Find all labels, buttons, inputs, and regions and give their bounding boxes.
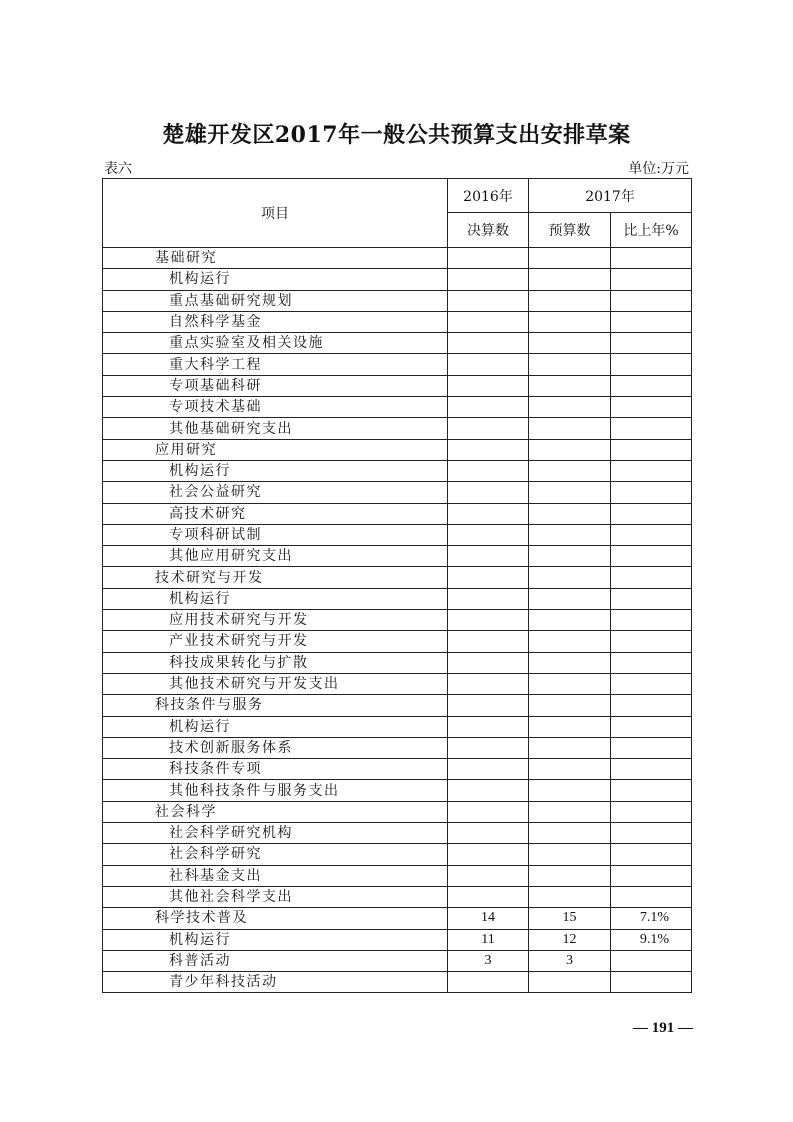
header-year-2017: 2017年	[529, 179, 692, 213]
table-row	[103, 567, 692, 588]
table-row	[103, 950, 692, 971]
row-pct-change: 7.1%	[611, 908, 692, 929]
row-budget-2017	[529, 248, 611, 269]
row-budget-2017	[529, 823, 611, 844]
table-row	[103, 439, 692, 460]
row-budget-2017	[529, 972, 611, 993]
row-pct-change	[611, 844, 692, 865]
row-pct-change	[611, 290, 692, 311]
row-pct-change	[611, 716, 692, 737]
row-pct-change	[611, 397, 692, 418]
row-budget-2017	[529, 631, 611, 652]
unit-label: 单位:万元	[628, 161, 689, 177]
row-item-label: 重点基础研究规划	[103, 290, 448, 311]
row-final-2016	[448, 269, 529, 290]
row-pct-change	[611, 460, 692, 481]
row-final-2016	[448, 652, 529, 673]
row-budget-2017: 12	[529, 929, 611, 950]
row-budget-2017	[529, 311, 611, 332]
row-budget-2017	[529, 375, 611, 396]
row-pct-change	[611, 823, 692, 844]
row-pct-change	[611, 673, 692, 694]
row-final-2016	[448, 759, 529, 780]
row-final-2016	[448, 972, 529, 993]
row-item-label: 社会公益研究	[103, 482, 448, 503]
row-pct-change	[611, 801, 692, 822]
row-pct-change	[611, 248, 692, 269]
row-pct-change	[611, 972, 692, 993]
row-final-2016: 14	[448, 908, 529, 929]
table-row	[103, 801, 692, 822]
row-pct-change	[611, 780, 692, 801]
table-row	[103, 524, 692, 545]
table-row	[103, 780, 692, 801]
row-item-label: 重大科学工程	[103, 354, 448, 375]
row-final-2016	[448, 801, 529, 822]
row-final-2016	[448, 610, 529, 631]
row-item-label: 机构运行	[103, 269, 448, 290]
row-item-label: 其他基础研究支出	[103, 418, 448, 439]
row-pct-change	[611, 737, 692, 758]
row-item-label: 技术研究与开发	[103, 567, 448, 588]
row-final-2016	[448, 695, 529, 716]
table-row	[103, 972, 692, 993]
row-final-2016	[448, 588, 529, 609]
header-item: 项目	[103, 179, 448, 248]
row-budget-2017	[529, 780, 611, 801]
row-pct-change	[611, 950, 692, 971]
row-item-label: 应用技术研究与开发	[103, 610, 448, 631]
row-pct-change: 9.1%	[611, 929, 692, 950]
row-budget-2017	[529, 588, 611, 609]
table-row	[103, 673, 692, 694]
table-row	[103, 695, 692, 716]
table-row	[103, 588, 692, 609]
row-item-label: 专项科研试制	[103, 524, 448, 545]
page-title: 楚雄开发区2017年一般公共预算支出安排草案	[162, 122, 631, 148]
table-body	[103, 248, 692, 993]
table-row	[103, 546, 692, 567]
row-budget-2017	[529, 290, 611, 311]
row-final-2016	[448, 631, 529, 652]
table-row	[103, 460, 692, 481]
row-item-label: 技术创新服务体系	[103, 737, 448, 758]
row-budget-2017	[529, 524, 611, 545]
row-final-2016	[448, 311, 529, 332]
row-final-2016	[448, 375, 529, 396]
row-pct-change	[611, 695, 692, 716]
row-item-label: 科技条件专项	[103, 759, 448, 780]
row-final-2016	[448, 886, 529, 907]
row-budget-2017	[529, 269, 611, 290]
table-row	[103, 375, 692, 396]
table-row	[103, 290, 692, 311]
row-pct-change	[611, 759, 692, 780]
table-row	[103, 397, 692, 418]
row-budget-2017	[529, 759, 611, 780]
row-item-label: 其他社会科学支出	[103, 886, 448, 907]
row-final-2016	[448, 290, 529, 311]
table-row	[103, 844, 692, 865]
row-budget-2017	[529, 397, 611, 418]
row-budget-2017	[529, 546, 611, 567]
row-pct-change	[611, 439, 692, 460]
row-final-2016	[448, 397, 529, 418]
budget-table	[102, 178, 692, 993]
table-row	[103, 823, 692, 844]
row-pct-change	[611, 418, 692, 439]
row-pct-change	[611, 546, 692, 567]
row-budget-2017	[529, 503, 611, 524]
row-budget-2017	[529, 801, 611, 822]
table-row	[103, 652, 692, 673]
row-pct-change	[611, 503, 692, 524]
table-row	[103, 354, 692, 375]
row-pct-change	[611, 524, 692, 545]
row-item-label: 社会科学研究机构	[103, 823, 448, 844]
row-item-label: 科技成果转化与扩散	[103, 652, 448, 673]
row-budget-2017	[529, 695, 611, 716]
header-budget: 预算数	[529, 213, 611, 248]
row-pct-change	[611, 567, 692, 588]
table-row	[103, 610, 692, 631]
table-row	[103, 418, 692, 439]
row-pct-change	[611, 333, 692, 354]
row-final-2016	[448, 865, 529, 886]
row-pct-change	[611, 652, 692, 673]
row-budget-2017: 15	[529, 908, 611, 929]
row-final-2016	[448, 418, 529, 439]
row-final-2016: 3	[448, 950, 529, 971]
row-budget-2017	[529, 567, 611, 588]
row-budget-2017	[529, 652, 611, 673]
row-pct-change	[611, 375, 692, 396]
row-budget-2017	[529, 716, 611, 737]
table-row	[103, 503, 692, 524]
table-row	[103, 865, 692, 886]
row-pct-change	[611, 269, 692, 290]
row-final-2016	[448, 844, 529, 865]
row-item-label: 科学技术普及	[103, 908, 448, 929]
row-final-2016	[448, 482, 529, 503]
row-budget-2017	[529, 673, 611, 694]
row-item-label: 自然科学基金	[103, 311, 448, 332]
row-pct-change	[611, 865, 692, 886]
row-pct-change	[611, 354, 692, 375]
table-label: 表六	[104, 161, 132, 177]
table-row	[103, 311, 692, 332]
table-row	[103, 269, 692, 290]
row-item-label: 社会科学研究	[103, 844, 448, 865]
row-item-label: 其他科技条件与服务支出	[103, 780, 448, 801]
row-final-2016	[448, 354, 529, 375]
row-final-2016	[448, 716, 529, 737]
row-budget-2017	[529, 865, 611, 886]
row-item-label: 专项基础科研	[103, 375, 448, 396]
row-budget-2017	[529, 439, 611, 460]
row-final-2016	[448, 737, 529, 758]
row-budget-2017	[529, 354, 611, 375]
row-final-2016	[448, 673, 529, 694]
row-item-label: 机构运行	[103, 929, 448, 950]
row-item-label: 青少年科技活动	[103, 972, 448, 993]
table-row	[103, 908, 692, 929]
row-pct-change	[611, 631, 692, 652]
row-final-2016	[448, 460, 529, 481]
row-item-label: 其他技术研究与开发支出	[103, 673, 448, 694]
row-pct-change	[611, 588, 692, 609]
table-row	[103, 248, 692, 269]
row-final-2016	[448, 780, 529, 801]
row-budget-2017	[529, 482, 611, 503]
row-budget-2017	[529, 610, 611, 631]
row-final-2016	[448, 503, 529, 524]
row-final-2016: 11	[448, 929, 529, 950]
row-item-label: 基础研究	[103, 248, 448, 269]
row-budget-2017	[529, 886, 611, 907]
row-item-label: 应用研究	[103, 439, 448, 460]
row-final-2016	[448, 567, 529, 588]
row-final-2016	[448, 248, 529, 269]
table-row	[103, 929, 692, 950]
row-budget-2017	[529, 737, 611, 758]
row-item-label: 高技术研究	[103, 503, 448, 524]
table-row	[103, 631, 692, 652]
row-item-label: 产业技术研究与开发	[103, 631, 448, 652]
row-pct-change	[611, 610, 692, 631]
row-item-label: 专项技术基础	[103, 397, 448, 418]
row-item-label: 社科基金支出	[103, 865, 448, 886]
row-budget-2017	[529, 460, 611, 481]
row-pct-change	[611, 886, 692, 907]
row-item-label: 社会科学	[103, 801, 448, 822]
table-row	[103, 737, 692, 758]
row-item-label: 机构运行	[103, 460, 448, 481]
table-row	[103, 759, 692, 780]
row-item-label: 机构运行	[103, 716, 448, 737]
page-number: — 191 —	[633, 1020, 693, 1036]
row-budget-2017	[529, 844, 611, 865]
row-item-label: 科技条件与服务	[103, 695, 448, 716]
table-row	[103, 716, 692, 737]
header-year-2016: 2016年	[448, 179, 529, 213]
table-row	[103, 482, 692, 503]
row-budget-2017: 3	[529, 950, 611, 971]
row-item-label: 科普活动	[103, 950, 448, 971]
row-pct-change	[611, 311, 692, 332]
row-final-2016	[448, 439, 529, 460]
row-final-2016	[448, 546, 529, 567]
header-final-accounts: 决算数	[448, 213, 529, 248]
row-item-label: 其他应用研究支出	[103, 546, 448, 567]
row-final-2016	[448, 333, 529, 354]
row-final-2016	[448, 823, 529, 844]
row-budget-2017	[529, 333, 611, 354]
header-vs-last-year: 比上年%	[611, 213, 692, 248]
table-row	[103, 333, 692, 354]
row-item-label: 机构运行	[103, 588, 448, 609]
table-row	[103, 886, 692, 907]
row-item-label: 重点实验室及相关设施	[103, 333, 448, 354]
row-pct-change	[611, 482, 692, 503]
row-budget-2017	[529, 418, 611, 439]
row-final-2016	[448, 524, 529, 545]
